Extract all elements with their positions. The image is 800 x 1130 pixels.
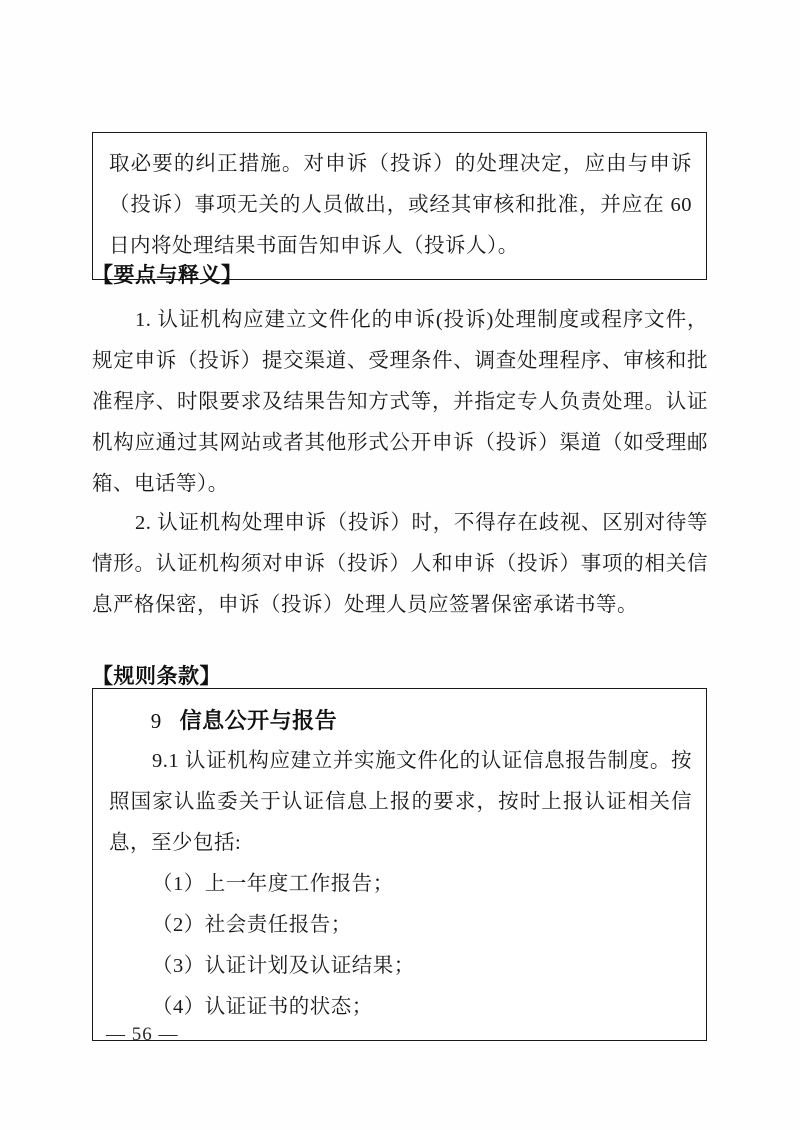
clause-number: 9 (150, 709, 162, 733)
page-number: — 56 — (106, 1024, 179, 1045)
quoted-clause-box-top (92, 132, 707, 280)
list-item: （1）上一年度工作报告； (152, 873, 394, 895)
clause-heading-9 (109, 704, 692, 735)
key-points-paragraph-1-container (92, 300, 708, 505)
quoted-clause-text-top: 取必要的纠正措施。对申诉（投诉）的处理决定，应由与申诉（投诉）事项无关的人员做出，或经其审核和批准，并应在 60 日内将处理结果书面告知申诉人（投诉人）。 (109, 153, 692, 257)
key-points-paragraph-1: 1. 认证机构应建立文件化的申诉(投诉)处理制度或程序文件，规定申诉（投诉）提交渠道、受理条件、调查处理程序、审核和批准程序、时限要求及结果告知方式等，并指定专人负责处理。认证机构应通过其网站或者其他形式公开申诉（投诉）渠道（如受理邮箱、电话等）。 (92, 309, 708, 495)
section-heading-key-points: 【要点与释义】 (92, 264, 243, 287)
key-points-paragraph-2: 2. 认证机构处理申诉（投诉）时，不得存在歧视、区别对待等情形。认证机构须对申诉（投诉）人和申诉（投诉）事项的相关信息严格保密，申诉（投诉）处理人员应签署保密承诺书等。 (92, 512, 708, 616)
clause-body-9-1: 9.1 认证机构应建立并实施文件化的认证信息报告制度。按照国家认监委关于认证信息上报的要求，按时上报认证相关信息，至少包括: (109, 750, 692, 854)
list-item: （4）认证证书的状态； (152, 996, 373, 1018)
list-item: （3）认证计划及认证结果； (152, 955, 415, 977)
clause-item-list (109, 864, 692, 1028)
clause-title: 信息公开与报告 (179, 708, 338, 733)
section-heading-rule-clause: 【规则条款】 (92, 665, 221, 688)
list-item: （2）社会责任报告； (152, 914, 352, 936)
quoted-clause-box-bottom (92, 688, 707, 1041)
key-points-paragraph-2-container (92, 503, 708, 626)
